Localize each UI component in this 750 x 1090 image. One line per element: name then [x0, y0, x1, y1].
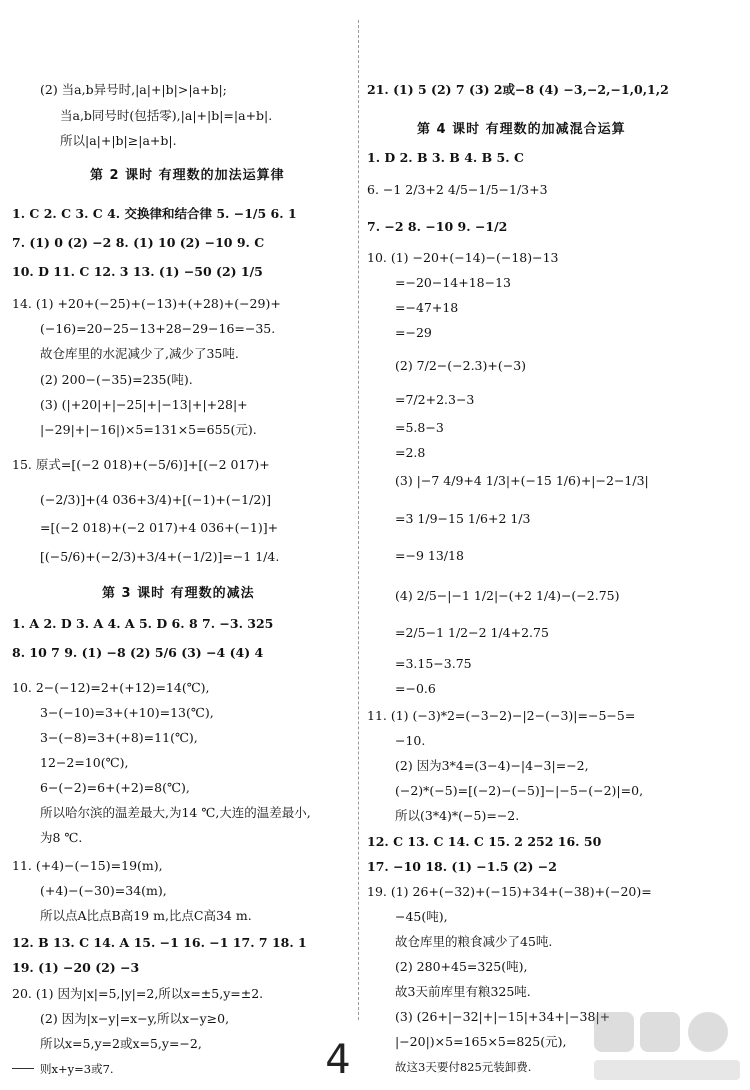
- answer-line: =2.8: [395, 445, 426, 460]
- answer-line: 所以|a|+|b|≥|a+b|.: [60, 133, 177, 148]
- answer-line: =−0.6: [395, 681, 436, 696]
- answer-line: 故3天前库里有粮325吨.: [395, 984, 531, 999]
- answer-line: =−20−14+18−13: [395, 275, 511, 290]
- answer-line: 为8 ℃.: [40, 830, 83, 845]
- answer-line: 17. −10 18. (1) −1.5 (2) −2: [367, 859, 557, 874]
- answer-line: (2) 因为3*4=(3−4)−|4−3|=−2,: [395, 758, 589, 773]
- answer-line: =3.15−3.75: [395, 656, 472, 671]
- answer-line: =−9 13/18: [395, 548, 464, 563]
- answer-line: 故仓库里的水泥减少了,减少了35吨.: [40, 346, 239, 361]
- answer-line: [(−5/6)+(−2/3)+3/4+(−1/2)]=−1 1/4.: [40, 549, 280, 564]
- answer-line: −10.: [395, 733, 426, 748]
- answer-line: 所以哈尔滨的温差最大,为14 ℃,大连的温差最小,: [40, 805, 311, 820]
- column-divider: [358, 20, 359, 1020]
- answer-line: 11. (1) (−3)*2=(−3−2)−|2−(−3)|=−5−5=: [367, 708, 636, 723]
- answer-line: =5.8−3: [395, 420, 444, 435]
- answer-line: 故这3天要付825元装卸费.: [395, 1060, 532, 1074]
- answer-line: =−29: [395, 325, 432, 340]
- answer-line: 12−2=10(℃),: [40, 755, 129, 770]
- answer-line: 11. (+4)−(−15)=19(m),: [12, 858, 163, 873]
- answer-line: 19. (1) 26+(−32)+(−15)+34+(−38)+(−20)=: [367, 884, 652, 899]
- answer-line: 7. −2 8. −10 9. −1/2: [367, 219, 508, 234]
- answer-line: (3) (|+20|+|−25|+|−13|+|+28|+: [40, 397, 248, 412]
- answer-line: 8. 10 7 9. (1) −8 (2) 5/6 (3) −4 (4) 4: [12, 645, 264, 660]
- answer-line: |−29|+|−16|)×5=131×5=655(元).: [40, 422, 257, 437]
- answer-line: (3) (26+|−32|+|−15|+34+|−38|+: [395, 1009, 611, 1024]
- answer-line: 则x+y=3或7.: [40, 1062, 114, 1076]
- answer-line: (2) 7/2−(−2.3)+(−3): [395, 358, 527, 373]
- answer-line: 3−(−8)=3+(+8)=11(℃),: [40, 730, 198, 745]
- answer-line: (2) 因为|x−y|=x−y,所以x−y≥0,: [40, 1011, 230, 1026]
- answer-line: 所以点A比点B高19 m,比点C高34 m.: [40, 908, 252, 923]
- answer-line: 12. B 13. C 14. A 15. −1 16. −1 17. 7 18. 1: [12, 935, 307, 950]
- answer-line: 20. (1) 因为|x|=5,|y|=2,所以x=±5,y=±2.: [12, 986, 264, 1001]
- answer-line: (−16)=20−25−13+28−29−16=−35.: [40, 321, 276, 336]
- answer-line: 当a,b同号时(包括零),|a|+|b|=|a+b|.: [60, 108, 273, 123]
- answer-line: 19. (1) −20 (2) −3: [12, 960, 140, 975]
- answer-line: 14. (1) +20+(−25)+(−13)+(+28)+(−29)+: [12, 296, 281, 311]
- answer-line: 10. D 11. C 12. 3 13. (1) −50 (2) 1/5: [12, 264, 263, 279]
- footer-dash: [12, 1068, 34, 1069]
- answer-line: −45(吨),: [395, 909, 448, 924]
- page-number: 4: [325, 1037, 351, 1083]
- answer-line: 所以x=5,y=2或x=5,y=−2,: [40, 1036, 202, 1051]
- answer-line: =[(−2 018)+(−2 017)+4 036+(−1)]+: [40, 520, 279, 535]
- answer-line: 1. D 2. B 3. B 4. B 5. C: [367, 150, 524, 165]
- answer-line: (2) 280+45=325(吨),: [395, 959, 528, 974]
- section-title: 第 3 课时 有理数的减法: [102, 586, 255, 601]
- answer-line: 1. C 2. C 3. C 4. 交换律和结合律 5. −1/5 6. 1: [12, 206, 297, 221]
- answer-line: 6. −1 2/3+2 4/5−1/5−1/3+3: [367, 182, 548, 197]
- answer-line: 21. (1) 5 (2) 7 (3) 2或−8 (4) −3,−2,−1,0,1,2: [367, 82, 669, 97]
- answer-line: 12. C 13. C 14. C 15. 2 252 16. 50: [367, 834, 602, 849]
- answer-line: 10. (1) −20+(−14)−(−18)−13: [367, 250, 559, 265]
- watermark-icon: [590, 1008, 745, 1086]
- answer-line: (2) 200−(−35)=235(吨).: [40, 372, 193, 387]
- watermark-logo: [590, 1008, 745, 1086]
- answer-line: =7/2+2.3−3: [395, 392, 475, 407]
- answer-line: (−2)*(−5)=[(−2)−(−5)]−|−5−(−2)|=0,: [395, 783, 644, 798]
- answer-line: 1. A 2. D 3. A 4. A 5. D 6. 8 7. −3. 325: [12, 616, 274, 631]
- answer-line: (+4)−(−30)=34(m),: [40, 883, 167, 898]
- section-title: 第 2 课时 有理数的加法运算律: [90, 168, 285, 183]
- answer-line: =−47+18: [395, 300, 459, 315]
- answer-line: 10. 2−(−12)=2+(+12)=14(℃),: [12, 680, 210, 695]
- answer-line: 所以(3*4)*(−5)=−2.: [395, 808, 520, 823]
- answer-line: =2/5−1 1/2−2 1/4+2.75: [395, 625, 549, 640]
- answer-line: (−2/3)]+(4 036+3/4)+[(−1)+(−1/2)]: [40, 492, 272, 507]
- answer-line: (4) 2/5−|−1 1/2|−(+2 1/4)−(−2.75): [395, 588, 620, 603]
- answer-line: =3 1/9−15 1/6+2 1/3: [395, 511, 531, 526]
- answer-line: 3−(−10)=3+(+10)=13(℃),: [40, 705, 214, 720]
- answer-line: (2) 当a,b异号时,|a|+|b|>|a+b|;: [40, 82, 227, 97]
- answer-line: 6−(−2)=6+(+2)=8(℃),: [40, 780, 190, 795]
- answer-line: 7. (1) 0 (2) −2 8. (1) 10 (2) −10 9. C: [12, 235, 265, 250]
- section-title: 第 4 课时 有理数的加减混合运算: [417, 122, 626, 137]
- answer-line: 故仓库里的粮食减少了45吨.: [395, 934, 553, 949]
- answer-line: (3) |−7 4/9+4 1/3|+(−15 1/6)+|−2−1/3|: [395, 473, 649, 488]
- answer-line: |−20|)×5=165×5=825(元),: [395, 1034, 567, 1049]
- answer-line: 15. 原式=[(−2 018)+(−5/6)]+[(−2 017)+: [12, 457, 270, 472]
